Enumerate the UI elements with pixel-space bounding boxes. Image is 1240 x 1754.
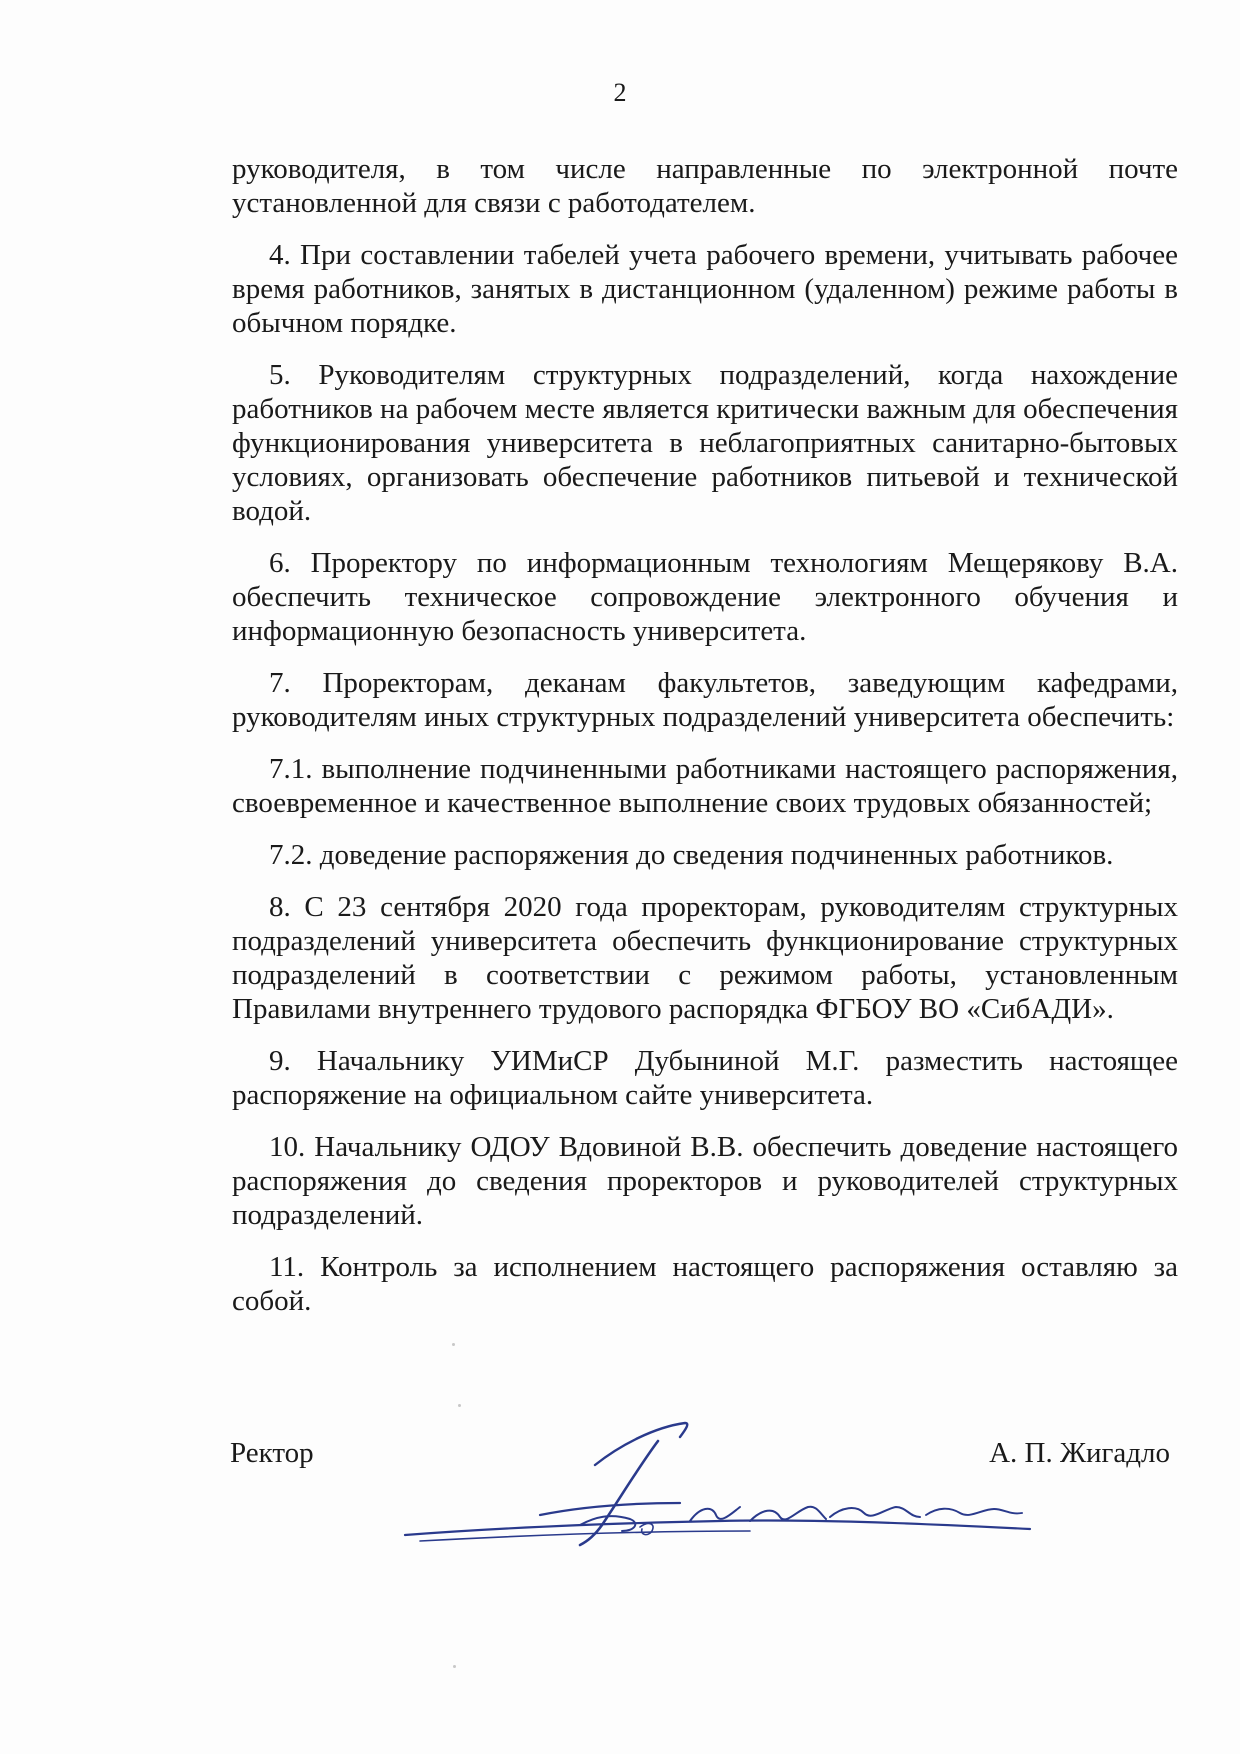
paragraph-item-7: 7. Проректорам, деканам факультетов, заведующим кафедрами, руководителям иных структурных подразделений университета обеспечить: xyxy=(232,667,1178,733)
paragraph-item-6: 6. Проректору по информационным технологиям Мещерякову В.А. обеспечить техническое сопровождение электронного обучения и информационную безопасность университета. xyxy=(232,547,1178,647)
paragraph-continuation: руководителя, в том числе направленные по электронной почте установленной для связи с работодателем. xyxy=(232,153,1178,219)
paragraph-item-7-1: 7.1. выполнение подчиненными работниками настоящего распоряжения, своевременное и качественное выполнение своих трудовых обязанностей; xyxy=(232,753,1178,819)
signer-title: Ректор xyxy=(230,1437,314,1469)
paragraph-item-7-2: 7.2. доведение распоряжения до сведения подчиненных работников. xyxy=(269,839,1114,871)
scan-speck xyxy=(458,1404,461,1407)
document-body xyxy=(232,152,1178,1336)
scan-speck xyxy=(453,1665,456,1668)
page-number: 2 xyxy=(613,78,627,107)
paragraph-item-5: 5. Руководителям структурных подразделений, когда нахождение работников на рабочем месте является критически важным для обеспечения функционирования университета в неблагоприятных санитарно-бытовых условиях, организовать обеспечение работников питьевой и технической водой. xyxy=(232,359,1178,527)
paragraph-item-10: 10. Начальнику ОДОУ Вдовиной В.В. обеспечить доведение настоящего распоряжения до сведения проректоров и руководителей структурных подразделений. xyxy=(232,1131,1178,1231)
paragraph-item-8: 8. С 23 сентября 2020 года проректорам, руководителям структурных подразделений университета обеспечить функционирование структурных подразделений в соответствии с режимом работы, установленным Правилами внутреннего трудового распорядка ФГБОУ ВО «СибАДИ». xyxy=(232,891,1178,1025)
scan-speck xyxy=(452,1343,455,1346)
paragraph-item-4: 4. При составлении табелей учета рабочего времени, учитывать рабочее время работников, занятых в дистанционном (удаленном) режиме работы в обычном порядке. xyxy=(232,239,1178,339)
handwritten-signature xyxy=(390,1395,1110,1565)
paragraph-item-11: 11. Контроль за исполнением настоящего распоряжения оставляю за собой. xyxy=(232,1251,1178,1317)
signature-block xyxy=(230,1437,1180,1557)
paragraph-item-9: 9. Начальнику УИМиСР Дубыниной М.Г. разместить настоящее распоряжение на официальном сайте университета. xyxy=(232,1045,1178,1111)
signer-name: А. П. Жигадло xyxy=(989,1437,1170,1469)
